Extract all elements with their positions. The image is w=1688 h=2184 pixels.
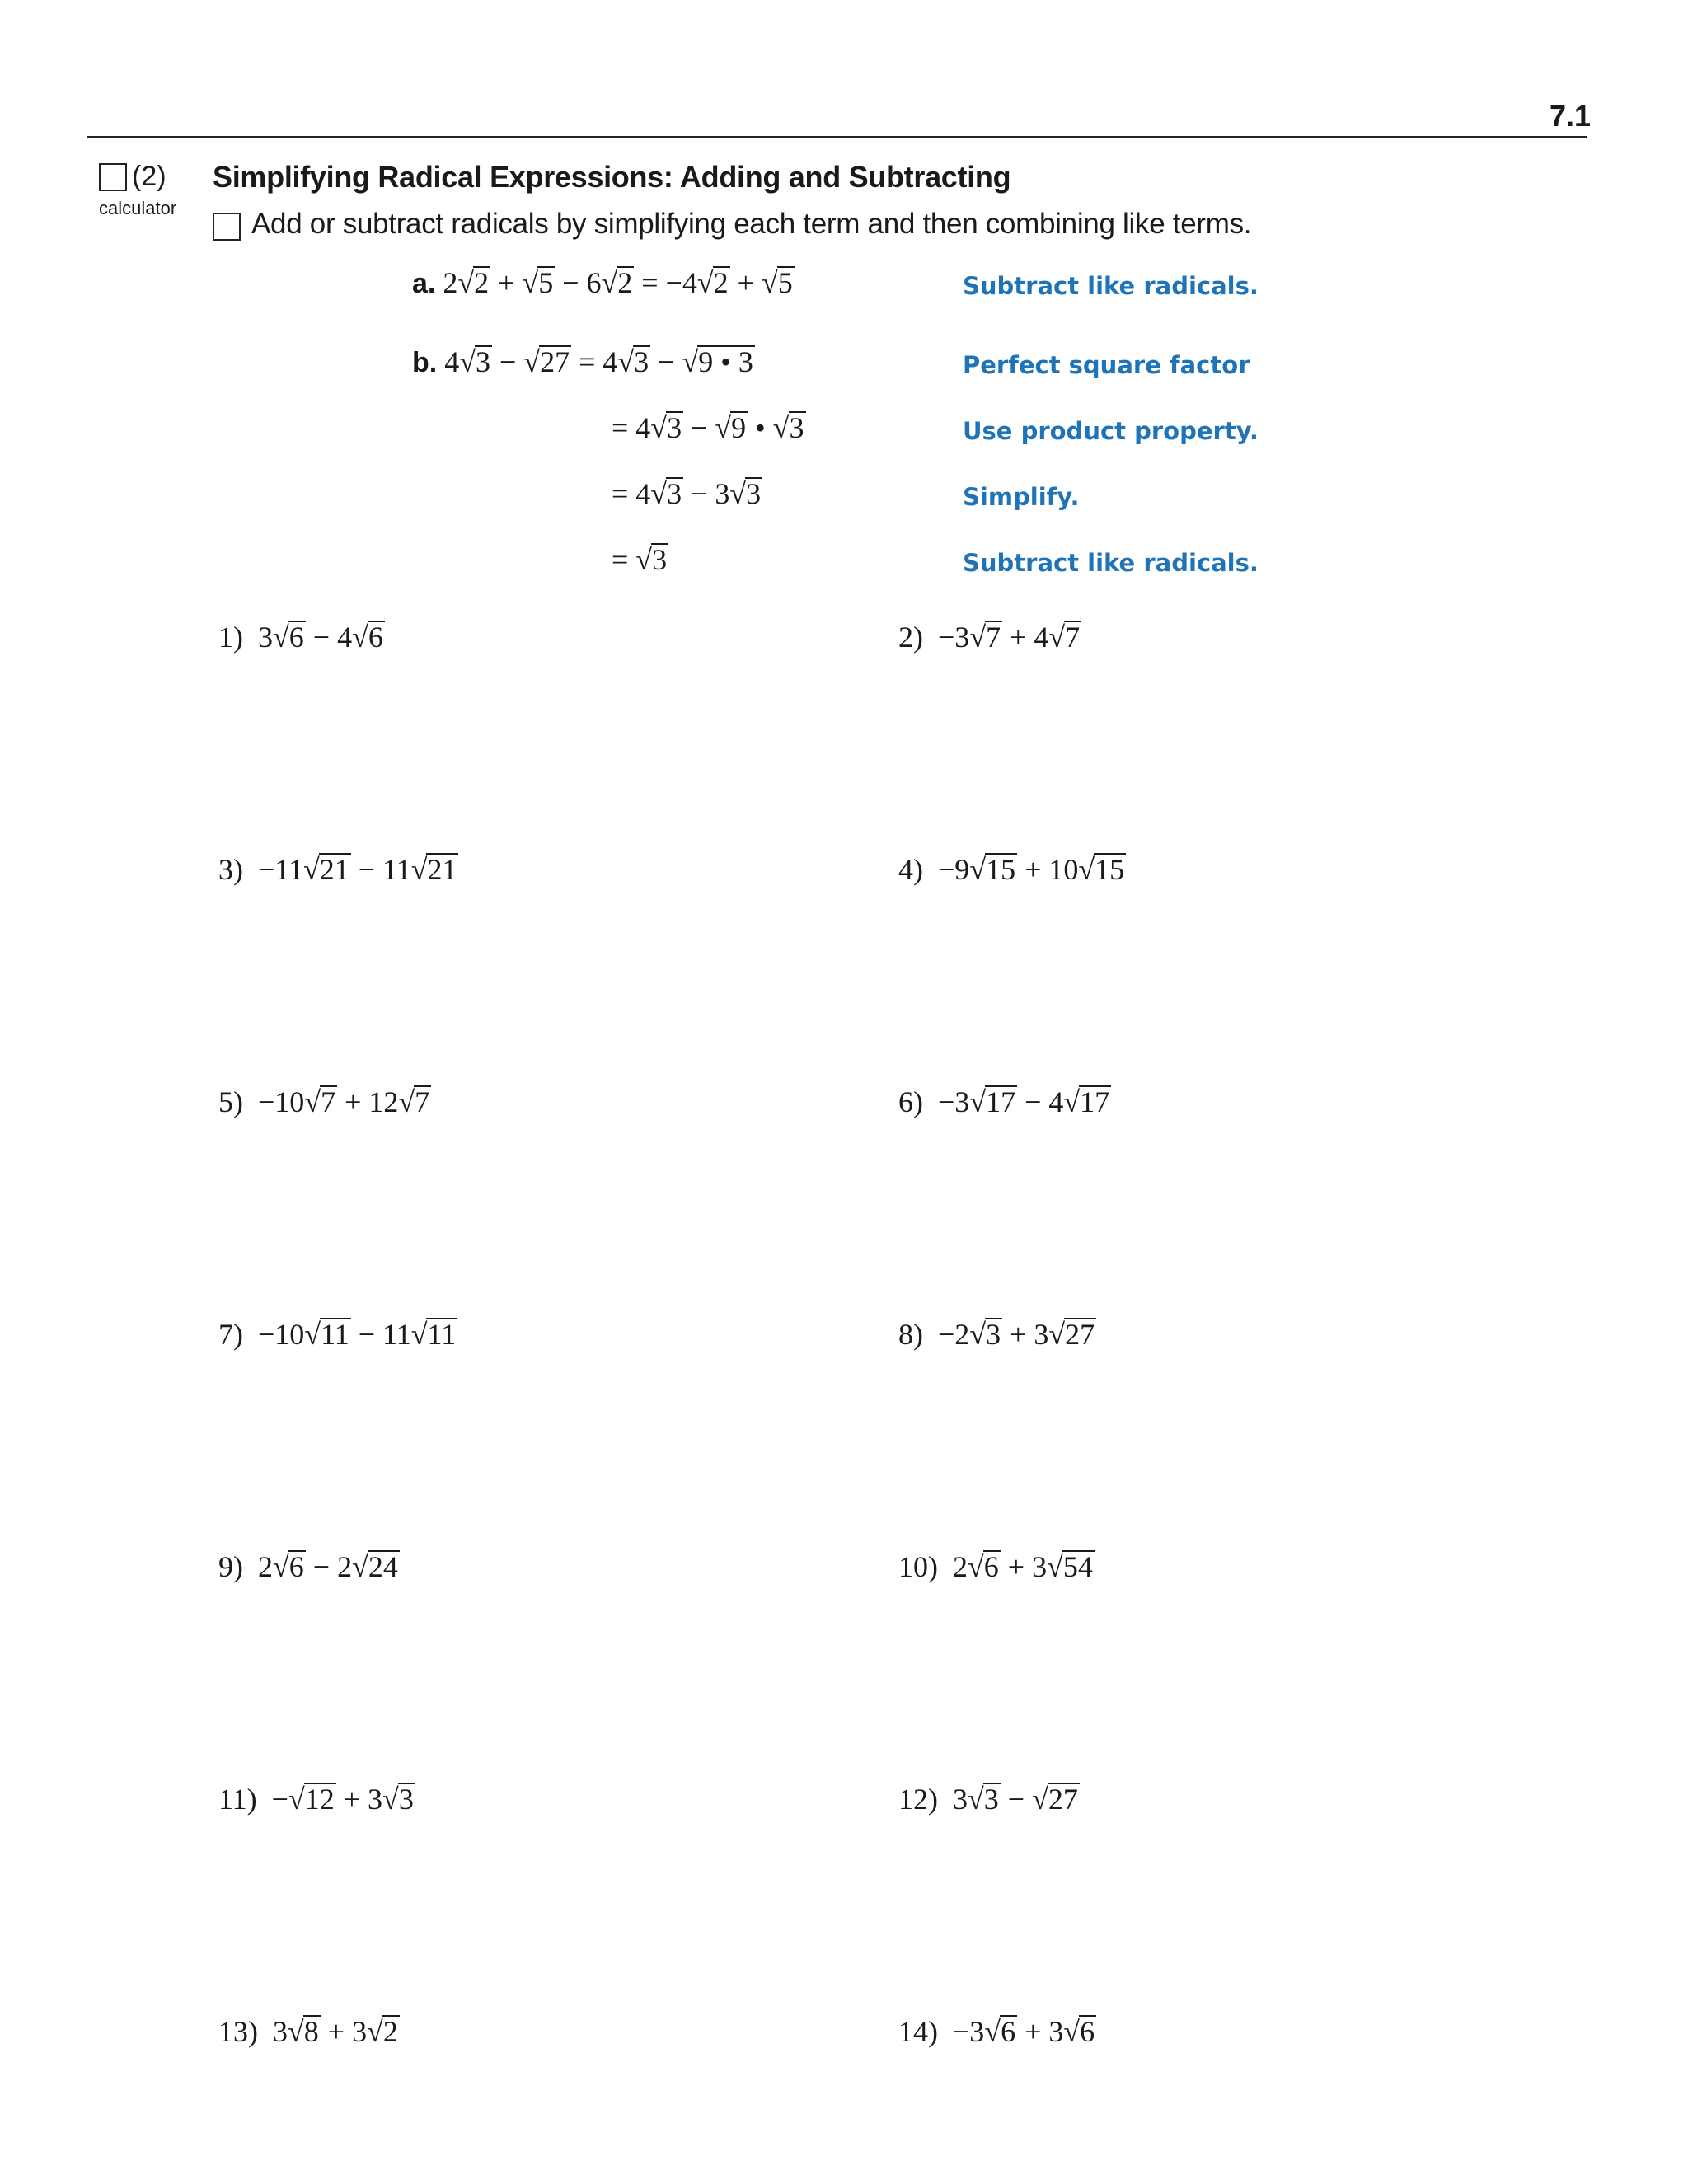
- example-b-note-3: Simplify.: [963, 483, 1080, 511]
- problem-number: 14): [898, 2015, 938, 2048]
- problem-6: 6) −3√17 − 4√17: [898, 1085, 1110, 1118]
- example-b-line-3: = 4√3 − 3√3: [612, 477, 762, 510]
- radical-sign-icon: √: [288, 1783, 305, 1816]
- problem-7: 7) −10√11 − 11√11: [218, 1318, 457, 1351]
- problem-4: 4) −9√15 + 10√15: [898, 853, 1125, 886]
- radical-sign-icon: √: [352, 1550, 368, 1583]
- radical-sign-icon: √: [1048, 1318, 1066, 1351]
- example-a-label: a.: [412, 268, 436, 299]
- problem-number: 10): [898, 1550, 938, 1583]
- radical-sign-icon: √: [1063, 2015, 1081, 2048]
- radical-sign-icon: √: [410, 853, 428, 886]
- example-b-note-1: Perfect square factor: [963, 351, 1250, 379]
- radical-sign-icon: √: [969, 1085, 987, 1118]
- radical-sign-icon: √: [398, 1085, 415, 1118]
- task-checkbox[interactable]: [99, 163, 127, 191]
- problem-9: 9) 2√6 − 2√24: [218, 1550, 398, 1583]
- problem-number: 11): [218, 1783, 257, 1816]
- radical-sign-icon: √: [635, 543, 653, 576]
- radical-sign-icon: √: [650, 477, 668, 510]
- radical-sign-icon: √: [367, 2015, 383, 2048]
- radical-sign-icon: √: [682, 345, 699, 378]
- example-a-note: Subtract like radicals.: [963, 272, 1259, 300]
- problem-14: 14) −3√6 + 3√6: [898, 2015, 1095, 2048]
- radical-sign-icon: √: [969, 621, 987, 654]
- problem-1: 1) 3√6 − 4√6: [218, 621, 383, 654]
- problem-number: 12): [898, 1783, 938, 1816]
- radical-sign-icon: √: [382, 1783, 399, 1816]
- radical-sign-icon: √: [523, 345, 541, 378]
- radical-sign-icon: √: [729, 477, 747, 510]
- problem-5: 5) −10√7 + 12√7: [218, 1085, 430, 1118]
- problem-number: 5): [218, 1085, 243, 1118]
- radical-sign-icon: √: [617, 345, 635, 378]
- problem-12: 12) 3√3 − √27: [898, 1783, 1078, 1816]
- problem-number: 4): [898, 853, 923, 886]
- calculator-label: calculator: [99, 198, 177, 218]
- problem-number: 6): [898, 1085, 923, 1118]
- problem-10: 10) 2√6 + 3√54: [898, 1550, 1093, 1583]
- radical-sign-icon: √: [984, 2015, 1001, 2048]
- radical-sign-icon: √: [273, 621, 289, 654]
- example-b-line-4: = √3: [612, 543, 668, 576]
- radical-sign-icon: √: [650, 411, 668, 444]
- radical-sign-icon: √: [968, 1550, 984, 1583]
- example-b-line-2: = 4√3 − √9 • √3: [612, 411, 804, 444]
- problem-number: 13): [218, 2015, 258, 2048]
- section-heading: Simplifying Radical Expressions: Adding and Subtracting: [213, 160, 1011, 194]
- radical-sign-icon: √: [459, 345, 476, 378]
- section-number: 7.1: [1549, 99, 1591, 133]
- problem-number: 9): [218, 1550, 243, 1583]
- example-a: a. 2√2 + √5 − 6√2 = −4√2 + √5: [412, 266, 793, 299]
- radical-sign-icon: √: [969, 853, 987, 886]
- example-b-note-4: Subtract like radicals.: [963, 549, 1259, 577]
- problem-8: 8) −2√3 + 3√27: [898, 1318, 1095, 1351]
- radical-sign-icon: √: [968, 1783, 984, 1816]
- problem-number: 3): [218, 853, 243, 886]
- radical-sign-icon: √: [410, 1318, 428, 1351]
- radical-sign-icon: √: [715, 411, 732, 444]
- example-b-line-1: b. 4√3 − √27 = 4√3 − √9 • 3: [412, 345, 753, 378]
- radical-sign-icon: √: [302, 853, 320, 886]
- problem-2: 2) −3√7 + 4√7: [898, 621, 1081, 654]
- problem-number: 1): [218, 621, 243, 654]
- problem-13: 13) 3√8 + 3√2: [218, 2015, 398, 2048]
- problem-number: 7): [218, 1318, 243, 1351]
- radical-sign-icon: √: [1078, 853, 1095, 886]
- problem-11: 11) −√12 + 3√3: [218, 1783, 414, 1816]
- problem-3: 3) −11√21 − 11√21: [218, 853, 457, 886]
- radical-sign-icon: √: [1032, 1783, 1048, 1816]
- example-b-note-2: Use product property.: [963, 417, 1259, 445]
- radical-sign-icon: √: [522, 266, 539, 299]
- header-rule: [87, 136, 1587, 138]
- radical-sign-icon: √: [1063, 1085, 1081, 1118]
- radical-sign-icon: √: [696, 266, 714, 299]
- radical-sign-icon: √: [457, 266, 475, 299]
- radical-sign-icon: √: [352, 621, 368, 654]
- example-b-label: b.: [412, 347, 438, 378]
- radical-sign-icon: √: [273, 1550, 289, 1583]
- instruction-text: Add or subtract radicals by simplifying each term and then combining like terms.: [251, 208, 1252, 240]
- points-label: (2): [132, 161, 166, 192]
- radical-sign-icon: √: [772, 411, 790, 444]
- radical-sign-icon: √: [601, 266, 618, 299]
- radical-sign-icon: √: [1048, 621, 1066, 654]
- radical-sign-icon: √: [969, 1318, 987, 1351]
- radical-sign-icon: √: [304, 1318, 321, 1351]
- radical-sign-icon: √: [761, 266, 778, 299]
- radical-sign-icon: √: [304, 1085, 321, 1118]
- problem-number: 8): [898, 1318, 923, 1351]
- problem-number: 2): [898, 621, 923, 654]
- instruction-checkbox[interactable]: [213, 213, 241, 241]
- radical-sign-icon: √: [1047, 1550, 1063, 1583]
- radical-sign-icon: √: [288, 2015, 304, 2048]
